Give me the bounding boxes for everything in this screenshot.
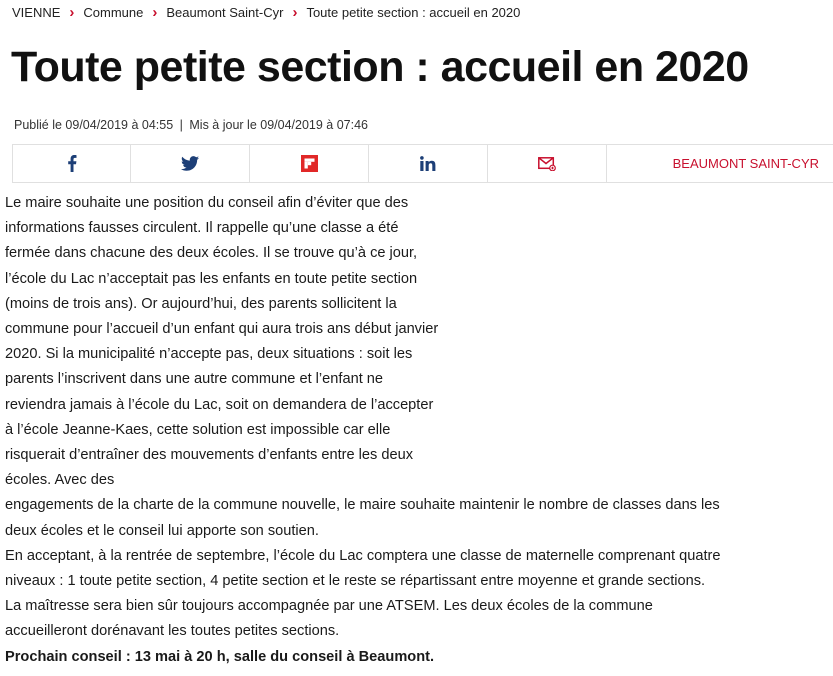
next-council-info: Prochain conseil : 13 mai à 20 h, salle du conseil à Beaumont.	[5, 648, 435, 665]
breadcrumb	[12, 3, 520, 21]
article-paragraph-3	[5, 645, 725, 670]
breadcrumb-item-beaumont[interactable]: Beaumont Saint-Cyr	[166, 4, 284, 20]
article-paragraph-1-narrow: Le maire souhaite une position du conseil afin d’éviter que des informations fausses circulent. Il rappelle qu’une classe a été fermée dans chacune des deux écoles. Il se trouve qu’à ce jour, l’école du Lac n’acceptait pas les enfants en toute petite section (moins de trois ans). Or aujourd’hui, des parents sollicitent la commune pour l’accueil d’un enfant qui aura trois ans début janvier 2020. Si la municipalité n’accepte pas, deux situations : soit les parents l’inscrivent dans une autre commune et l’enfant ne reviendra jamais à l’école du Lac, soit on demandera de l’accepter à l’école Jeanne-Kaes, cette solution est impossible car elle risquerait d’entraîner des mouvements d’enfants entre les deux écoles. Avec des	[5, 195, 439, 489]
breadcrumb-item-vienne[interactable]: VIENNE	[12, 4, 61, 20]
facebook-icon	[67, 155, 77, 172]
breadcrumb-item-commune[interactable]: Commune	[83, 4, 144, 20]
article-body	[5, 191, 725, 670]
chevron-right-icon: ›	[292, 3, 298, 21]
twitter-icon	[181, 156, 199, 171]
meta-separator: |	[179, 118, 183, 132]
article-meta	[14, 118, 368, 132]
page-title: Toute petite section : accueil en 2020	[11, 43, 749, 91]
published-date: Publié le 09/04/2019 à 04:55	[14, 118, 174, 132]
updated-date: Mis à jour le 09/04/2019 à 07:46	[189, 118, 368, 132]
share-twitter-button[interactable]	[131, 145, 250, 182]
article-paragraph-1-wide: engagements de la charte de la commune nouvelle, le maire souhaite maintenir le nombre de classes dans les deux écoles et le conseil lui apporte son soutien.	[5, 497, 720, 539]
commune-tag-link[interactable]: BEAUMONT SAINT-CYR	[672, 156, 819, 171]
email-icon	[538, 157, 556, 171]
article-paragraph-2: En acceptant, à la rentrée de septembre, l’école du Lac comptera une classe de maternelle comprenant quatre niveaux : 1 toute petite section, 4 petite section et le reste se répartissant entre moyenne et grande sections. La maîtresse sera bien sûr toujours accompagnée par une ATSEM. Les deux écoles de la commune accueilleront dorénavant les toutes petites sections.	[5, 547, 721, 640]
share-linkedin-button[interactable]	[369, 145, 488, 182]
article-paragraph-1	[5, 191, 725, 544]
chevron-right-icon: ›	[69, 3, 75, 21]
flipboard-icon	[301, 155, 318, 172]
share-bar	[12, 144, 833, 183]
linkedin-icon	[420, 156, 437, 171]
share-flipboard-button[interactable]	[250, 145, 369, 182]
breadcrumb-item-current: Toute petite section : accueil en 2020	[306, 4, 521, 20]
chevron-right-icon: ›	[152, 3, 158, 21]
share-facebook-button[interactable]	[12, 145, 131, 182]
share-email-button[interactable]	[488, 145, 607, 182]
